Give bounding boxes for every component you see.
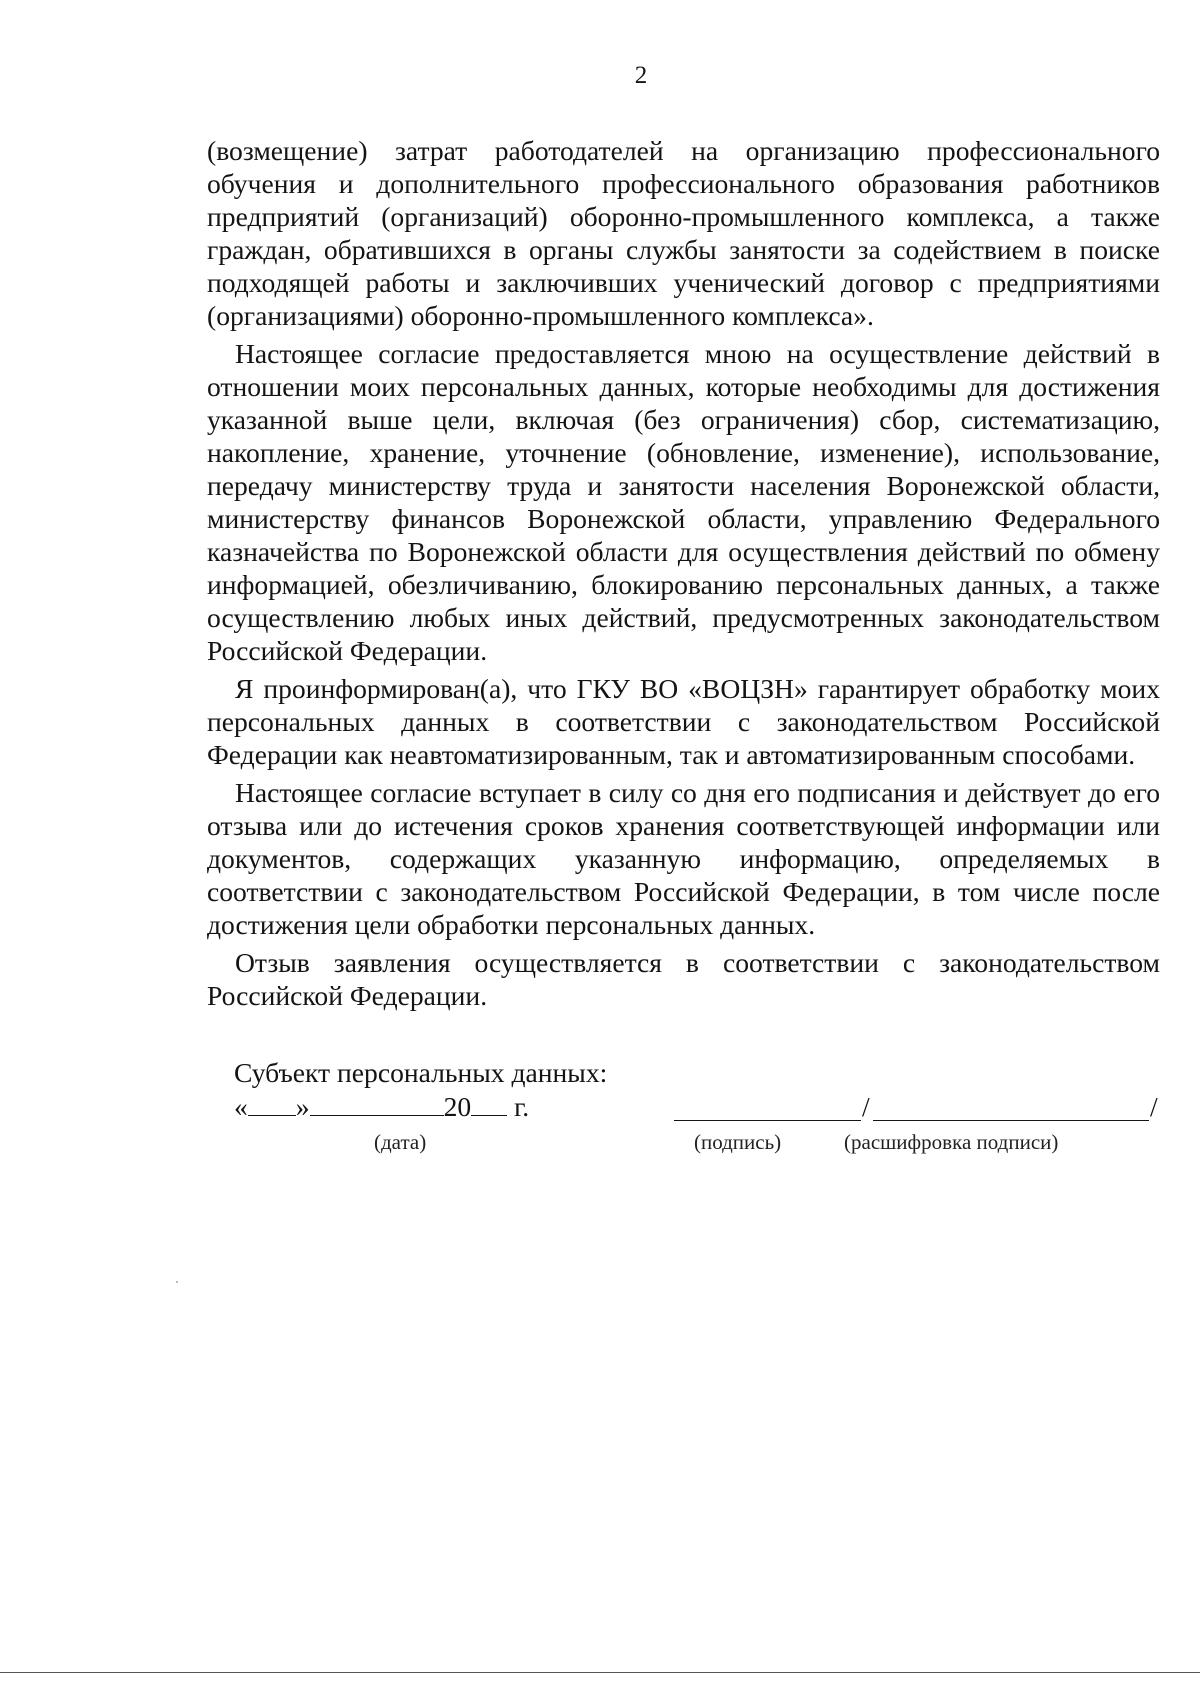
year-prefix: 20 [443, 1091, 472, 1122]
decoding-caption: (расшифровка подписи) [844, 1130, 1059, 1154]
signature-caption: (подпись) [694, 1130, 782, 1154]
paragraph-validity: Настоящее согласие вступает в силу со дня его подписания и действует до его отзыва или до истечения сроков хранения соответствующей информации или документов, содержащих указанную информацию, определяемых в соответствии с законодательством Российской Федерации, в том числе после достижения цели обработки персональных данных. [207, 777, 1160, 940]
signature-lines [674, 1090, 1164, 1124]
year-blank [471, 1091, 507, 1116]
signature-blank [674, 1096, 861, 1121]
signature-title: Субъект персональных данных: [234, 1057, 608, 1088]
paragraph-continuation: (возмещение) затрат работодателей на организацию профессионального обучения и дополнительного профессионального образования работников предприятий (организаций) оборонно-промышленного комплекса, а также граждан, обратившихся в органы службы занятости за содействием в поиске подходящей работы и заключивших ученический договор с предприятиями (организациями) оборонно-промышленного комплекса». [207, 135, 1160, 331]
month-blank [310, 1091, 444, 1116]
year-suffix: г. [514, 1091, 530, 1122]
slash-1: / [862, 1091, 870, 1122]
paragraph-informed: Я проинформирован(а), что ГКУ ВО «ВОЦЗН» гарантирует обработку моих персональных данных в соответствии с законодательством Российской Федерации как неавтоматизированным, так и автоматизированным способами. [207, 673, 1160, 770]
scan-speck [176, 1281, 178, 1283]
document-body [207, 134, 1160, 1017]
quote-close: » [295, 1091, 310, 1122]
date-field [234, 1090, 529, 1123]
day-blank [248, 1091, 296, 1116]
paragraph-consent-actions: Настоящее согласие предоставляется мною на осуществление действий в отношении моих персональных данных, которые необходимы для достижения указанной выше цели, включая (без ограничения) сбор, систематизацию, накопление, хранение, уточнение (обновление, изменение), использование, передачу министерству труда и занятости населения Воронежской области, министерству финансов Воронежской области, управлению Федерального казначейства по Воронежской области для осуществления действий по обмену информацией, обезличиванию, блокированию персональных данных, а также осуществлению любых иных действий, предусмотренных законодательством Российской Федерации. [207, 338, 1160, 666]
page-bottom-edge [0, 1672, 1200, 1673]
page-number: 2 [634, 62, 648, 89]
slash-2: / [1150, 1091, 1158, 1122]
date-caption: (дата) [374, 1130, 427, 1154]
paragraph-revocation: Отзыв заявления осуществляется в соответствии с законодательством Российской Федерации. [207, 947, 1160, 1011]
decoding-blank [873, 1096, 1149, 1121]
quote-open: « [234, 1091, 248, 1122]
